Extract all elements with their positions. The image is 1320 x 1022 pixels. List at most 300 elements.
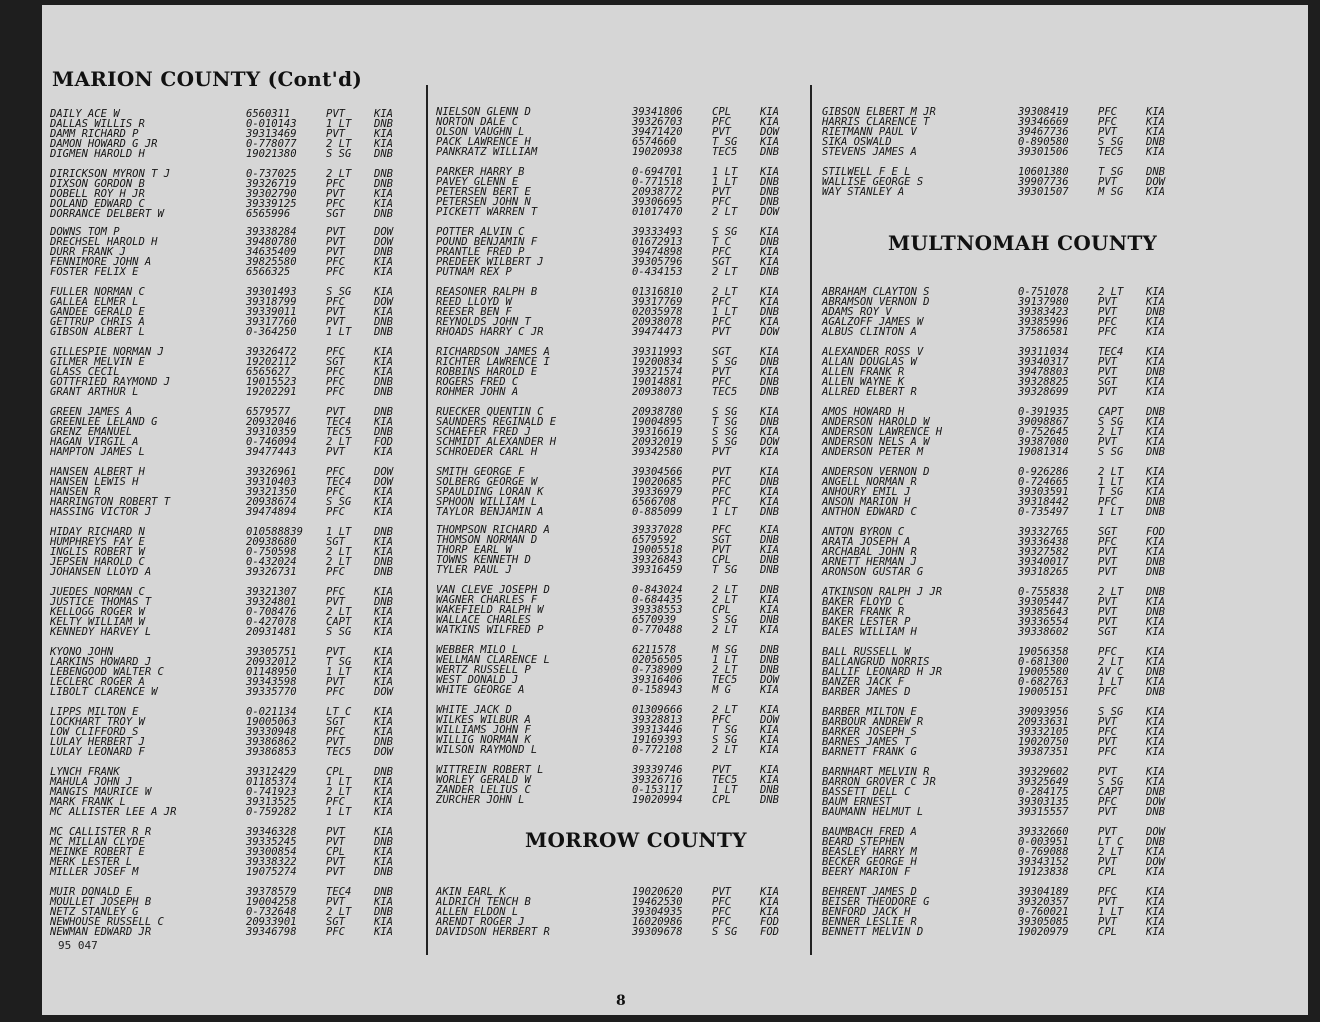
rank: PVT <box>326 128 345 140</box>
service-number: 19014881 <box>632 376 683 388</box>
soldier-name: GOTTFRIED RAYMOND J <box>50 376 171 388</box>
status-code: KIA <box>760 106 779 118</box>
rank: PFC <box>326 726 345 738</box>
status-code: DNB <box>1146 606 1165 618</box>
rank: PFC <box>712 246 731 258</box>
rank: PFC <box>712 296 731 308</box>
soldier-name: BEISER THEODORE G <box>822 896 930 908</box>
soldier-name: ANTON BYRON C <box>822 526 905 538</box>
status-code: KIA <box>1146 916 1165 928</box>
rank: PVT <box>1098 766 1117 778</box>
service-number: 0-694701 <box>632 166 683 178</box>
service-number: 39332765 <box>1018 526 1069 538</box>
status-code: DNB <box>374 386 393 398</box>
service-number: 0-843024 <box>632 584 683 596</box>
rank: PVT <box>326 306 345 318</box>
soldier-name: WHITE GEORGE A <box>436 684 525 696</box>
service-number: 19020750 <box>1018 736 1069 748</box>
soldier-name: ALLEN WAYNE K <box>822 376 905 388</box>
service-number: 39313446 <box>632 724 683 736</box>
rank: PFC <box>712 116 731 128</box>
soldier-name: ALDRICH TENCH B <box>436 896 531 908</box>
soldier-name: ARENDT ROGER J <box>436 916 525 928</box>
status-code: KIA <box>760 486 779 498</box>
status-code: DNB <box>1146 366 1165 378</box>
service-number: 39305447 <box>1018 596 1069 608</box>
soldier-name: BAUM ERNEST <box>822 796 892 808</box>
service-number: 0-158943 <box>632 684 683 696</box>
rank: PVT <box>326 188 345 200</box>
rank: PFC <box>326 386 345 398</box>
service-number: 39316459 <box>632 564 683 576</box>
status-code: KIA <box>374 198 393 210</box>
rank: PVT <box>326 826 345 838</box>
rank: 2 LT <box>326 546 352 558</box>
status-code: DNB <box>760 186 779 198</box>
service-number: 0-752645 <box>1018 426 1069 438</box>
rank: T SG <box>712 724 738 736</box>
status-code: DNB <box>1146 666 1165 678</box>
rank: PFC <box>712 376 731 388</box>
soldier-name: MC MILLAN CLYDE <box>50 836 145 848</box>
rank: TEC5 <box>1098 146 1124 158</box>
soldier-name: ALBUS CLINTON A <box>822 326 917 338</box>
soldier-name: TAYLOR BENJAMIN A <box>436 506 544 518</box>
soldier-name: KENNEDY HARVEY L <box>50 626 152 638</box>
service-number: 39311034 <box>1018 346 1069 358</box>
status-code: KIA <box>374 706 393 718</box>
service-number: 0-153117 <box>632 784 683 796</box>
soldier-name: FOSTER FELIX E <box>50 266 139 278</box>
rank: PVT <box>712 764 731 776</box>
service-number: 39317769 <box>632 296 683 308</box>
soldier-name: ANDERSON NELS A W <box>822 436 930 448</box>
status-code: KIA <box>1146 746 1165 758</box>
rank: TEC4 <box>326 416 352 428</box>
rank: PVT <box>326 646 345 658</box>
status-code: DNB <box>760 644 779 656</box>
rank: 2 LT <box>712 286 738 298</box>
soldier-name: BARNHART MELVIN R <box>822 766 930 778</box>
rank: PFC <box>326 796 345 808</box>
status-code: KIA <box>1146 536 1165 548</box>
rank: CPL <box>1098 926 1117 938</box>
status-code: DNB <box>1146 786 1165 798</box>
soldier-name: LOCKHART TROY W <box>50 716 145 728</box>
status-code: DNB <box>1146 136 1165 148</box>
status-code: DNB <box>374 426 393 438</box>
service-number: 39301493 <box>246 286 297 298</box>
service-number: 0-391935 <box>1018 406 1069 418</box>
soldier-name: HANSEN ALBERT H <box>50 466 145 478</box>
service-number: 19015523 <box>246 376 297 388</box>
rank: 2 LT <box>1098 286 1124 298</box>
status-code: DNB <box>1146 406 1165 418</box>
status-code: KIA <box>1146 596 1165 608</box>
status-code: DNB <box>374 836 393 848</box>
rank: PVT <box>326 736 345 748</box>
status-code: KIA <box>374 546 393 558</box>
rank: TEC4 <box>326 886 352 898</box>
status-code: DNB <box>374 316 393 328</box>
rank: S SG <box>1098 446 1124 458</box>
rank: PFC <box>326 178 345 190</box>
service-number: 39313469 <box>246 128 297 140</box>
status-code: KIA <box>374 266 393 278</box>
rank: PFC <box>1098 686 1117 698</box>
status-code: KIA <box>374 108 393 120</box>
service-number: 39312429 <box>246 766 297 778</box>
rank: PVT <box>1098 126 1117 138</box>
status-code: KIA <box>760 724 779 736</box>
rank: PFC <box>326 466 345 478</box>
rank: S SG <box>1098 416 1124 428</box>
rank: PFC <box>712 196 731 208</box>
status-code: KIA <box>374 916 393 928</box>
rank: PVT <box>1098 296 1117 308</box>
status-code: DNB <box>760 506 779 518</box>
soldier-name: LYNCH FRANK <box>50 766 120 778</box>
rank: LT C <box>1098 836 1124 848</box>
status-code: DNB <box>374 556 393 568</box>
service-number: 39330948 <box>246 726 297 738</box>
status-code: KIA <box>374 138 393 150</box>
service-number: 19020685 <box>632 476 683 488</box>
rank: PFC <box>326 296 345 308</box>
soldier-name: NORTON DALE C <box>436 116 519 128</box>
status-code: KIA <box>374 286 393 298</box>
soldier-name: ALLRED ELBERT R <box>822 386 917 398</box>
status-code: DNB <box>374 866 393 878</box>
service-number: 6560311 <box>246 108 291 120</box>
service-number: 0-778077 <box>246 138 297 150</box>
soldier-name: MANGIS MAURICE W <box>50 786 152 798</box>
status-code: KIA <box>760 524 779 536</box>
rank: SGT <box>1098 626 1117 638</box>
service-number: 39098867 <box>1018 416 1069 428</box>
soldier-name: REYNOLDS JOHN T <box>436 316 531 328</box>
service-number: 20938680 <box>246 536 297 548</box>
soldier-name: ANDERSON VERNON D <box>822 466 930 478</box>
service-number: 19202291 <box>246 386 297 398</box>
status-code: KIA <box>1146 286 1165 298</box>
soldier-name: TYLER PAUL J <box>436 564 512 576</box>
soldier-name: BAKER LESTER P <box>822 616 911 628</box>
soldier-name: BASSETT DELL C <box>822 786 911 798</box>
status-code: KIA <box>760 426 779 438</box>
soldier-name: BARRON GROVER C JR <box>822 776 936 788</box>
soldier-name: RUECKER QUENTIN C <box>436 406 544 418</box>
status-code: KIA <box>374 786 393 798</box>
status-code: KIA <box>760 256 779 268</box>
soldier-name: SCHROEDER CARL H <box>436 446 538 458</box>
service-number: 20938780 <box>632 406 683 418</box>
service-number: 19005518 <box>632 544 683 556</box>
status-code: KIA <box>374 128 393 140</box>
rank: SGT <box>326 536 345 548</box>
service-number: 39467736 <box>1018 126 1069 138</box>
soldier-name: BENNETT MELVIN D <box>822 926 924 938</box>
rank: T SG <box>712 564 738 576</box>
rank: SGT <box>712 256 731 268</box>
rank: PVT <box>1098 596 1117 608</box>
rank: M SG <box>712 644 738 656</box>
rank: TEC4 <box>326 476 352 488</box>
rank: PFC <box>326 198 345 210</box>
service-number: 19004895 <box>632 416 683 428</box>
status-code: DOW <box>374 236 393 248</box>
service-number: 0-432024 <box>246 556 297 568</box>
service-number: 39474473 <box>632 326 683 338</box>
rank: PVT <box>326 226 345 238</box>
rank: TEC5 <box>712 146 738 158</box>
status-code: DNB <box>760 196 779 208</box>
soldier-name: WORLEY GERALD W <box>436 774 531 786</box>
rank: PFC <box>326 686 345 698</box>
soldier-name: RICHTER LAWRENCE I <box>436 356 550 368</box>
service-number: 39301506 <box>1018 146 1069 158</box>
rank: PVT <box>326 896 345 908</box>
rank: PFC <box>712 714 731 726</box>
service-number: 39318265 <box>1018 566 1069 578</box>
rank: PVT <box>1098 556 1117 568</box>
service-number: 39310359 <box>246 426 297 438</box>
rank: TEC5 <box>712 386 738 398</box>
status-code: DNB <box>1146 506 1165 518</box>
soldier-name: BAUMBACH FRED A <box>822 826 917 838</box>
soldier-name: GIBSON ALBERT L <box>50 326 145 338</box>
status-code: DOW <box>1146 826 1165 838</box>
status-code: DNB <box>760 416 779 428</box>
rank: PFC <box>1098 496 1117 508</box>
service-number: 39316406 <box>632 674 683 686</box>
rank: 1 LT <box>712 176 738 188</box>
rank: PFC <box>326 366 345 378</box>
status-code: KIA <box>374 346 393 358</box>
rank: S SG <box>326 148 352 160</box>
soldier-name: GANDEE GERALD E <box>50 306 145 318</box>
rank: PFC <box>326 506 345 518</box>
soldier-name: ARONSON GUSTAR G <box>822 566 924 578</box>
soldier-name: BARNETT FRANK G <box>822 746 917 758</box>
rank: M G <box>712 684 731 696</box>
rank: PVT <box>326 676 345 688</box>
service-number: 0-885099 <box>632 506 683 518</box>
soldier-name: REED LLOYD W <box>436 296 512 308</box>
status-code: KIA <box>1146 736 1165 748</box>
rank: PFC <box>326 256 345 268</box>
soldier-name: LEBENGOOD WALTER C <box>50 666 164 678</box>
soldier-name: OLSON VAUGHN L <box>436 126 525 138</box>
status-code: DNB <box>760 654 779 666</box>
rank: 2 LT <box>326 168 352 180</box>
service-number: 0-684435 <box>632 594 683 606</box>
status-code: DNB <box>1146 806 1165 818</box>
status-code: KIA <box>760 594 779 606</box>
soldier-name: ALLEN FRANK R <box>822 366 905 378</box>
status-code: KIA <box>374 626 393 638</box>
status-code: DNB <box>374 406 393 418</box>
service-number: 0-010143 <box>246 118 297 130</box>
status-code: DOW <box>760 126 779 138</box>
service-number: 6579592 <box>632 534 677 546</box>
soldier-name: GIBSON ELBERT M JR <box>822 106 936 118</box>
soldier-name: PETERSEN JOHN N <box>436 196 531 208</box>
service-number: 010588839 <box>246 526 303 538</box>
status-code: DNB <box>374 246 393 258</box>
service-number: 01148950 <box>246 666 297 678</box>
status-code: KIA <box>760 684 779 696</box>
status-code: KIA <box>760 286 779 298</box>
soldier-name: LIBOLT CLARENCE W <box>50 686 158 698</box>
soldier-name: ABRAHAM CLAYTON S <box>822 286 930 298</box>
rank: 2 LT <box>1098 656 1124 668</box>
soldier-name: MUIR DONALD E <box>50 886 133 898</box>
soldier-name: BEHRENT JAMES D <box>822 886 917 898</box>
service-number: 39326961 <box>246 466 297 478</box>
rank: 2 LT <box>1098 466 1124 478</box>
status-code: DNB <box>374 326 393 338</box>
rank: PFC <box>712 496 731 508</box>
rank: PVT <box>712 446 731 458</box>
soldier-name: WALLISE GEORGE S <box>822 176 924 188</box>
service-number: 0-755838 <box>1018 586 1069 598</box>
soldier-name: AKIN EARL K <box>436 886 506 898</box>
rank: LT C <box>326 706 352 718</box>
soldier-name: HANSEN LEWIS H <box>50 476 139 488</box>
service-number: 39332105 <box>1018 726 1069 738</box>
soldier-name: WERTZ RUSSELL P <box>436 664 531 676</box>
soldier-name: SOLBERG GEORGE W <box>436 476 538 488</box>
service-number: 6566708 <box>632 496 677 508</box>
status-code: DNB <box>1146 166 1165 178</box>
soldier-name: NEWMAN EDWARD JR <box>50 926 152 938</box>
service-number: 0-284175 <box>1018 786 1069 798</box>
status-code: DOW <box>1146 856 1165 868</box>
rank: T SG <box>1098 166 1124 178</box>
status-code: KIA <box>760 316 779 328</box>
service-number: 39383423 <box>1018 306 1069 318</box>
status-code: KIA <box>1146 846 1165 858</box>
status-code: DOW <box>760 674 779 686</box>
status-code: DNB <box>760 306 779 318</box>
soldier-name: PREDEEK WILBERT J <box>436 256 544 268</box>
status-code: KIA <box>374 536 393 548</box>
service-number: 39339746 <box>632 764 683 776</box>
soldier-name: STEVENS JAMES A <box>822 146 917 158</box>
status-code: DNB <box>760 564 779 576</box>
status-code: KIA <box>1146 466 1165 478</box>
soldier-name: HARRINGTON ROBERT T <box>50 496 171 508</box>
status-code: DNB <box>760 584 779 596</box>
service-number: 19005151 <box>1018 686 1069 698</box>
status-code: DNB <box>374 376 393 388</box>
service-number: 39310403 <box>246 476 297 488</box>
status-code: DOW <box>760 714 779 726</box>
service-number: 39335770 <box>246 686 297 698</box>
service-number: 39326731 <box>246 566 297 578</box>
service-number: 0-724665 <box>1018 476 1069 488</box>
rank: PVT <box>326 246 345 258</box>
soldier-name: RICHARDSON JAMES A <box>436 346 550 358</box>
rank: PVT <box>712 544 731 556</box>
service-number: 02035978 <box>632 306 683 318</box>
service-number: 19020994 <box>632 794 683 806</box>
status-code: DNB <box>760 146 779 158</box>
rank: S SG <box>712 356 738 368</box>
soldier-name: MARK FRANK L <box>50 796 126 808</box>
service-number: 39311993 <box>632 346 683 358</box>
status-code: KIA <box>374 896 393 908</box>
soldier-name: HIDAY RICHARD N <box>50 526 145 538</box>
status-code: KIA <box>760 896 779 908</box>
service-number: 6574660 <box>632 136 677 148</box>
soldier-name: THORP EARL W <box>436 544 512 556</box>
soldier-name: PARKER HARRY B <box>436 166 525 178</box>
service-number: 19075274 <box>246 866 297 878</box>
soldier-name: TOWNS KENNETH D <box>436 554 531 566</box>
soldier-name: BARBER MILTON E <box>822 706 917 718</box>
service-number: 01672913 <box>632 236 683 248</box>
morrow-county-heading: MORROW COUNTY <box>525 828 747 852</box>
rank: PFC <box>1098 326 1117 338</box>
soldier-name: HASSING VICTOR J <box>50 506 152 518</box>
rank: PVT <box>326 836 345 848</box>
service-number: 39474898 <box>632 246 683 258</box>
rank: 1 LT <box>712 784 738 796</box>
rank: PVT <box>326 316 345 328</box>
rank: CPL <box>326 766 345 778</box>
status-code: KIA <box>1146 476 1165 488</box>
rank: T SG <box>326 656 352 668</box>
status-code: KIA <box>760 296 779 308</box>
rank: PFC <box>712 486 731 498</box>
status-code: KIA <box>1146 356 1165 368</box>
service-number: 0-770488 <box>632 624 683 636</box>
service-number: 0-708476 <box>246 606 297 618</box>
service-number: 19021380 <box>246 148 297 160</box>
status-code: KIA <box>374 926 393 938</box>
soldier-name: DORRANCE DELBERT W <box>50 208 164 220</box>
soldier-name: NEWHOUSE RUSSELL C <box>50 916 164 928</box>
soldier-name: THOMPSON RICHARD A <box>436 524 550 536</box>
soldier-name: REASONER RALPH B <box>436 286 538 298</box>
page-title: MARION COUNTY (Cont'd) <box>52 67 363 91</box>
service-number: 39327582 <box>1018 546 1069 558</box>
status-code: KIA <box>1146 676 1165 688</box>
rank: S SG <box>1098 136 1124 148</box>
status-code: KIA <box>760 406 779 418</box>
service-number: 39478803 <box>1018 366 1069 378</box>
service-number: 39329602 <box>1018 766 1069 778</box>
status-code: DNB <box>374 566 393 578</box>
rank: 2 LT <box>326 138 352 150</box>
service-number: 39385996 <box>1018 316 1069 328</box>
service-number: 39338322 <box>246 856 297 868</box>
soldier-name: KELTY WILLIAM W <box>50 616 145 628</box>
rank: SGT <box>1098 526 1117 538</box>
service-number: 39332660 <box>1018 826 1069 838</box>
service-number: 0-751078 <box>1018 286 1069 298</box>
rank: 2 LT <box>326 556 352 568</box>
soldier-name: GREENLEE LELAND G <box>50 416 158 428</box>
status-code: KIA <box>760 734 779 746</box>
status-code: DNB <box>760 476 779 488</box>
status-code: DNB <box>374 766 393 778</box>
service-number: 19020938 <box>632 146 683 158</box>
rank: PVT <box>1098 826 1117 838</box>
status-code: KIA <box>1146 716 1165 728</box>
